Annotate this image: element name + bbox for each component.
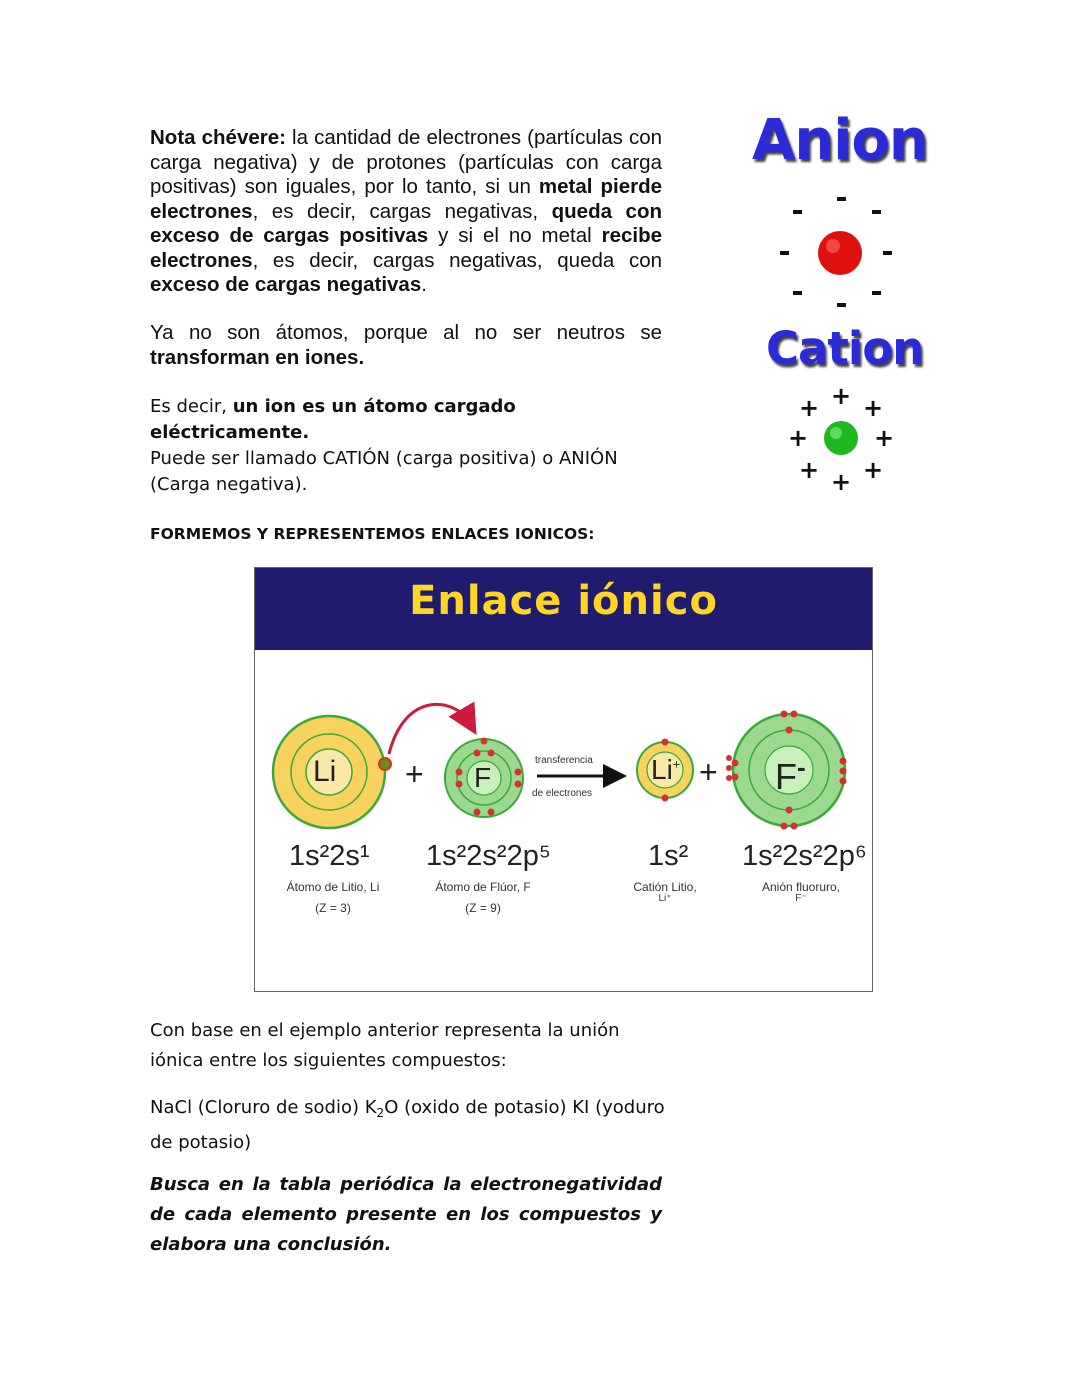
- f-label: F: [474, 762, 492, 793]
- caption-li: Átomo de Litio, Li (Z = 3): [286, 880, 380, 915]
- paragraph-cation-anion: Puede ser llamado CATIÓN (carga positiva) o ANIÓN (Carga negativa).: [150, 448, 618, 495]
- li-ion-label: Li+: [651, 754, 681, 785]
- cation-title: Cation: [766, 322, 924, 375]
- diagram-banner: [255, 568, 872, 650]
- svg-text:+: +: [830, 382, 852, 410]
- diagram-title: Enlace iónico: [409, 578, 718, 624]
- anion-icon: [770, 188, 900, 308]
- li-label: Li: [313, 755, 337, 788]
- svg-text:+: +: [798, 456, 820, 484]
- svg-text:+: +: [787, 424, 809, 452]
- config-li-ion: 1s²: [648, 840, 689, 872]
- config-li: 1s²2s¹: [289, 840, 370, 872]
- transfer-bottom: de electrones: [532, 788, 593, 799]
- svg-text:+: +: [862, 394, 884, 422]
- anion-title: Anion: [752, 108, 928, 173]
- ionic-bond-diagram: [254, 567, 873, 992]
- caption-f-ion: Anión fluoruro, F⁻: [761, 880, 841, 904]
- paragraph-nota: Nota chévere: la cantidad de electrones (partículas con carga negativa) y de protones (partículas con carga positivas) son iguales, por lo tanto, si un metal pierde electrones, es decir, cargas negativas, queda con exceso de cargas positivas y si el no metal recibe electrones, es decir, cargas negativas, queda con exceso de cargas negativas.: [150, 126, 662, 296]
- svg-text:+: +: [862, 456, 884, 484]
- f-ion-label: F-: [775, 752, 806, 797]
- svg-text:+: +: [830, 468, 852, 495]
- plus-sign-1: +: [405, 756, 424, 792]
- section-heading: FORMEMOS Y REPRESENTEMOS ENLACES IONICOS:: [150, 525, 595, 543]
- svg-text:+: +: [873, 424, 895, 452]
- paragraph-compounds: NaCl (Cloruro de sodio) $K_2O$ (oxido de potasio) KI (yoduro de potasio): [150, 1097, 665, 1153]
- plus-sign-2: +: [699, 754, 718, 790]
- svg-text:+: +: [798, 394, 820, 422]
- paragraph-task: Busca en la tabla periódica la electronegatividad de cada elemento presente en los compuestos y elabora una conclusión.: [150, 1174, 662, 1255]
- bond-illustration: [255, 650, 872, 850]
- paragraph-definicion: Es decir, un ion es un átomo cargado eléctricamente.: [150, 396, 516, 443]
- paragraph-instruction: Con base en el ejemplo anterior representa la unión iónica entre los siguientes compuestos:: [150, 1020, 620, 1071]
- nota-label: Nota chévere:: [150, 126, 286, 149]
- caption-li-ion: Catión Litio, Li⁺: [633, 880, 697, 904]
- cation-icon: [780, 380, 900, 495]
- transfer-top: transferencia: [535, 755, 593, 766]
- config-f-ion: 1s²2s²2p⁶: [742, 840, 867, 872]
- caption-f: Átomo de Flúor, F (Z = 9): [435, 880, 531, 915]
- config-f: 1s²2s²2p⁵: [426, 840, 551, 872]
- paragraph-iones: Ya no son átomos, porque al no ser neutros se transforman en iones.: [150, 321, 662, 369]
